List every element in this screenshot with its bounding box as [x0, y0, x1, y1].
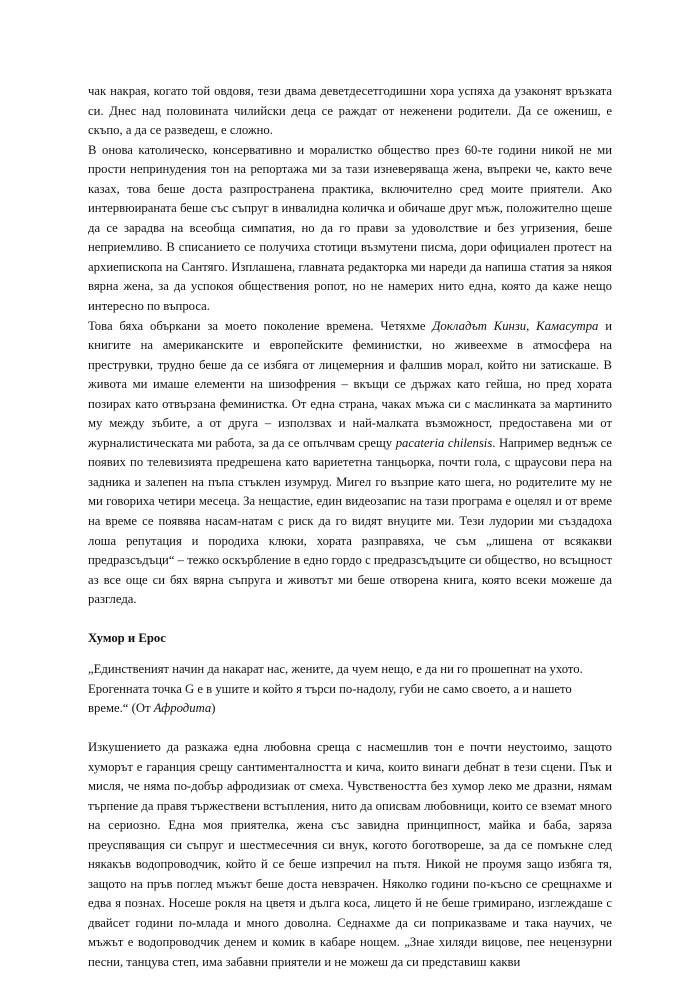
paragraph-3	[88, 317, 612, 610]
book-title-kamasutra: Камасутра	[536, 318, 599, 333]
book-title-kinsey: Докладът Кинзи	[432, 318, 527, 333]
paragraph-2: В онова католическо, консервативно и моралистко общество през 60-те години никой не ми прости непринудения тон на репортажа ми за тази изневеряваща жена, въпреки че, както вече казах, това беше доста разпространена практика, включително сред моите приятели. Ако интервюираната беше със съпруг в инвалидна количка и обичаше друг мъж, положително щеше да се зарадва на всеобща симпатия, но да го прави за удоволствие и без угризения, беше неприемливо. В списанието се получиха стотици възмутени писма, дори официален протест на архиепископа на Сантяго. Изплашена, главната редакторка ми нареди да напиша статия за някоя вярна жена, за да успокоя обществения ропот, но не намерих нито една, която да каже нещо интересно по въпроса.	[88, 142, 612, 314]
epigraph-quote	[88, 660, 612, 719]
paragraph-3-text-a: Това бяха объркани за моето поколение времена. Четяхме	[88, 318, 433, 333]
quote-source-title: Афродита	[153, 701, 212, 716]
section-heading: Хумор и Ерос	[88, 630, 166, 645]
quote-text-b: )	[211, 701, 216, 716]
paragraph-4: Изкушението да разкажа една любовна среща с насмешлив тон е почти неустоимо, защото хуморът е гаранция срещу сантименталността и кича, които винаги дебнат в тези сцени. Пък и мисля, че няма по-добър афродизиак от смеха. Чувствеността без хумор леко ме дразни, нямам търпение да правя тържествени встъпления, нито да описвам любовници, които се вземат много на сериозно. Една моя приятелка, жена със завидна принципност, майка и баба, заряза преуспяващия си съпруг и шестмесечния си внук, когото боготвореше, за да се помъкне след някакъв водопроводчик, който й се беше изпречил на пътя. Никой не проумя защо избяга тя, защото на пръв поглед мъжът беше доста невзрачен. Няколко години по-късно се срещнахме и едва я познах. Носеше рокля на цветя и дълга коса, лицето й не беше гримирано, изглеждаше с двайсет години по-млада и много доволна. Седнахме да си поприказваме и така научих, че мъжът е водопроводчик денем и комик в кабаре нощем. „Знае хиляди вицове, пее нецензурни песни, танцува степ, има забавни приятели и не можеш да си представиш какви	[88, 739, 612, 969]
document-page	[88, 82, 612, 973]
paragraph-1: чак накрая, когато той овдовя, тези двама деветдесетгодишни хора успяха да узаконят връзката си. Днес над половината чилийски деца се раждат от неженени родители. Да се ожениш, е скъпо, а да се разведеш, е сложно.	[88, 84, 612, 138]
quote-text-a: „Единственият начин да накарат нас, жените, да чуем нещо, е да ни го прошепнат на ухото. Ерогенната точка G е в ушите и който я търси по-надолу, губи не само своето, а и нашето време.“ (От	[88, 662, 583, 716]
paragraph-3-text-d: . Например веднъж се появих по телевизията предрешена като вариететна танцьорка, почти гола, с щраусови пера на задника и залепен на пъпа стъклен изумруд. Мигел го възприе като шега, но родителите му не ми говориха четири месеца. За нещастие, един видеозапис на тази програма е оцелял и от време на време се появява насам-натам с риск да го видят внуците ми. Тези лудории ми създадоха лоша репутация и породиха клюки, хората разправяха, че съм „лишена от всякакви предразсъдъци“ – тежко оскърбление в едно гордо с предразсъдъците си общество, но всъщност аз все още си бях вярна съпруга и животът ми беше отворена книга, която всеки можеше да разгледа.	[88, 435, 612, 607]
paragraph-3-text-b: ,	[526, 318, 537, 333]
latin-phrase: pacateria chilensis	[395, 435, 493, 450]
paragraph-3-text-c: и книгите на американските и европейските феминистки, но живеехме в атмосфера на преструвки, трудно беше да се избяга от лицемерния и фалшив морал, който ни затискаше. В живота ми имаше елементи на шизофрения – вкъщи се държах като гейша, но пред хората позирах като отвързана феминистка. От една страна, чаках мъжа си с маслинката за мартинито му между зъбите, а от друга – използвах и най-малката възможност, предоставена ми от журналистическата ми работа, за да се опълчвам срещу	[88, 318, 612, 450]
